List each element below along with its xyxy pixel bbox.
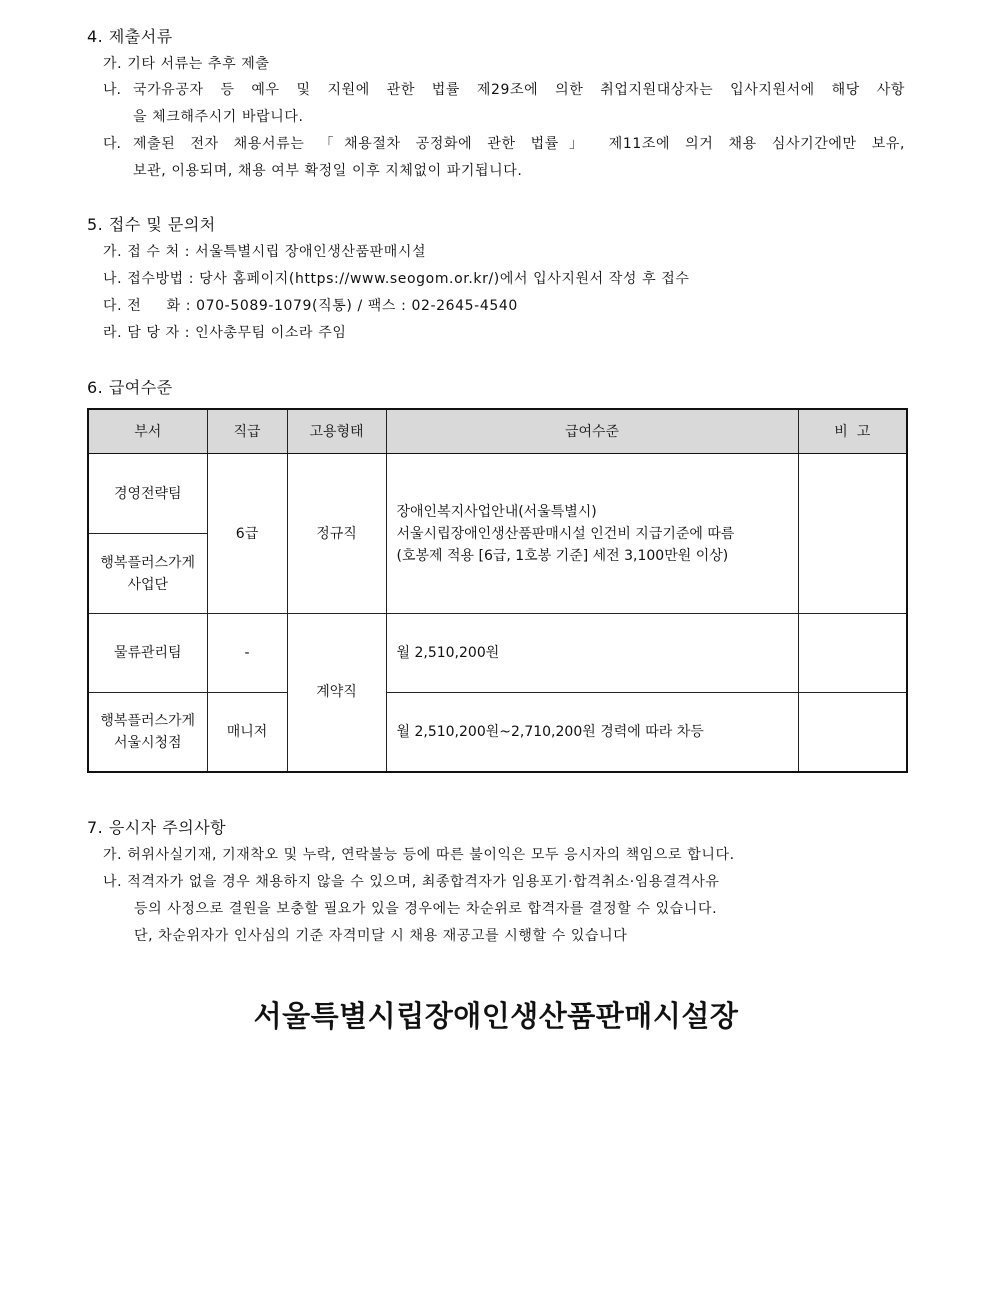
salary-line: 장애인복지사업안내(서울특별시) [396, 503, 597, 520]
sec7-item-a: 가. 허위사실기재, 기재착오 및 누락, 연락불능 등에 따른 불이익은 모두 응시자의 책임으로 합니다. [103, 847, 735, 863]
table-row [88, 693, 907, 772]
section-5-heading: 5. 접수 및 문의처 [87, 215, 216, 234]
table-header-row [88, 409, 907, 454]
issuer-signature-title: 서울특별시립장애인생산품판매시설장 [253, 999, 739, 1033]
section-4-heading: 4. 제출서류 [87, 27, 173, 46]
section-7-heading: 7. 응시자 주의사항 [87, 818, 227, 837]
sec4-item-b-line1: 국가유공자 등 예우 및 지원에 관한 법률 제29조에 의한 취업지원대상자는 입사지원서에 해당 사항 [133, 82, 905, 98]
sec4-item-c-marker: 다. [103, 136, 121, 152]
sec5-item-c: 다. 전 화 : 070-5089-1079(직통) / 팩스 : 02-2645-4540 [103, 298, 518, 314]
cell-dept: 행복플러스가게 사업단 [88, 534, 207, 614]
header-dept: 부서 [88, 409, 207, 454]
cell-grade: - [207, 614, 287, 693]
sec4-item-c-line1: 제출된 전자 채용서류는 「채용절차 공정화에 관한 법률」 제11조에 의거 채용 심사기간에만 보유, [133, 136, 905, 152]
sec7-item-b-line3: 단, 차순위자가 인사심의 기준 자격미달 시 채용 재공고를 시행할 수 있습니다 [134, 928, 628, 944]
cell-grade: 매니저 [207, 693, 287, 772]
cell-dept: 행복플러스가게 서울시청점 [88, 693, 207, 772]
cell-salary [386, 454, 798, 614]
sec7-item-b-line1: 나. 적격자가 없을 경우 채용하지 않을 수 있으며, 최종합격자가 임용포기·합격취소·임용결격사유 [103, 874, 720, 890]
sec5-item-d: 라. 담 당 자 : 인사총무팀 이소라 주임 [103, 325, 347, 341]
cell-remarks [798, 614, 907, 693]
cell-grade: 6급 [207, 454, 287, 614]
table-row [88, 614, 907, 693]
sec4-item-b-line2: 을 체크해주시기 바랍니다. [133, 109, 304, 125]
sec5-item-a: 가. 접 수 처 : 서울특별시립 장애인생산품판매시설 [103, 244, 427, 260]
salary-line: (호봉제 적용 [6급, 1호봉 기준] 세전 3,100만원 이상) [396, 547, 729, 564]
sec4-item-b-marker: 나. [103, 82, 121, 98]
cell-dept: 경영전략팀 [88, 454, 207, 534]
header-grade: 직급 [207, 409, 287, 454]
sec4-item-c-line2: 보관, 이용되며, 채용 여부 확정일 이후 지체없이 파기됩니다. [133, 163, 523, 179]
salary-line: 서울시립장애인생산품판매시설 인건비 지급기준에 따름 [396, 525, 735, 542]
cell-dept: 물류관리팀 [88, 614, 207, 693]
cell-employment-type: 정규직 [287, 454, 386, 614]
section-6-heading: 6. 급여수준 [87, 378, 173, 397]
sec4-item-a: 가. 기타 서류는 추후 제출 [103, 56, 270, 72]
sec7-item-b-line2: 등의 사정으로 결원을 보충할 필요가 있을 경우에는 차순위로 합격자를 결정할 수 있습니다. [134, 901, 718, 917]
table-row [88, 454, 907, 534]
cell-salary: 월 2,510,200원 [386, 614, 798, 693]
header-employment-type: 고용형태 [287, 409, 386, 454]
cell-remarks [798, 454, 907, 614]
header-salary: 급여수준 [386, 409, 798, 454]
sec5-item-b: 나. 접수방법 : 당사 홈페이지(https://www.seogom.or.kr/)에서 입사지원서 작성 후 접수 [103, 271, 690, 287]
salary-table [87, 408, 908, 773]
header-remarks: 비 고 [798, 409, 907, 454]
cell-salary: 월 2,510,200원~2,710,200원 경력에 따라 차등 [386, 693, 798, 772]
cell-employment-type: 계약직 [287, 614, 386, 772]
cell-remarks [798, 693, 907, 772]
